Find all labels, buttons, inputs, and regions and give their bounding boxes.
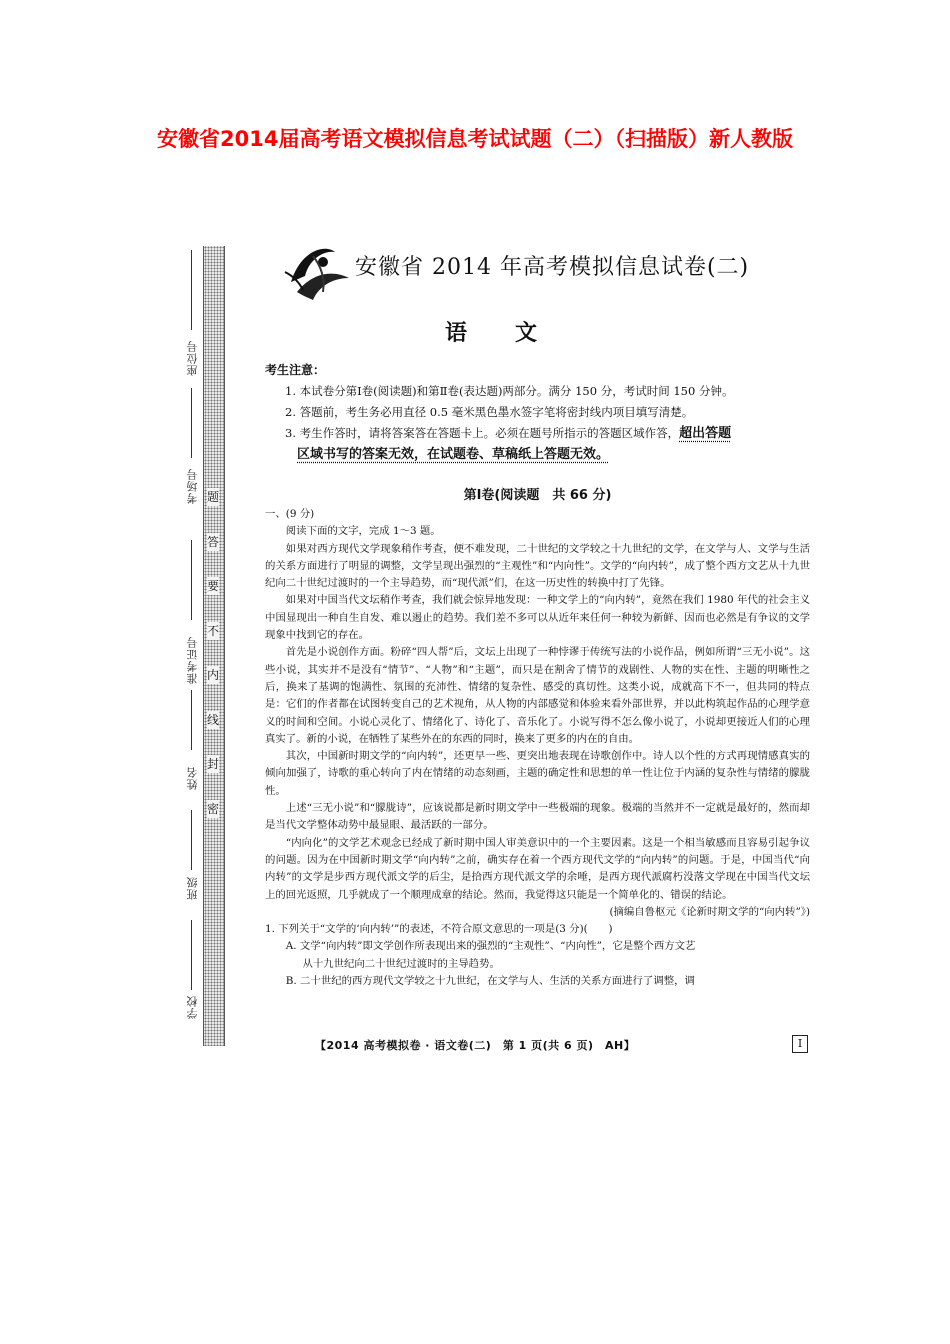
seal-char: 线 [206, 712, 219, 727]
passage-paragraph: 如果对西方现代文学现象稍作考查，便不难发现，二十世纪的文学较之十九世纪的文学，在文学与人、文学与生活的关系方面进行了明显的调整，文学呈现出强烈的“主观性”和“内向性”。文学的“向内转”，成了整个西方文艺从十九世纪向二十世纪过渡时的一个主导趋势，而“现代派”们，在这一历史性的转换中打了先锋。 [265, 542, 810, 590]
question-stem: 1. 下列关于“文学的‘向内转’”的表述，不符合原文意思的一项是(3 分)( ) [265, 923, 613, 936]
note-item [265, 423, 810, 444]
passage-paragraph: 首先是小说创作方面。粉碎“四人帮”后，文坛上出现了一种悖谬于传统写法的小说作品，例如所谓“三无小说”。这些小说，其实并不是没有“情节”、“人物”和“主题”，而只是在割舍了情节的戏剧性、人物的实在性、主题的明晰性之后，换来了基调的饱满性、氛围的充沛性、情绪的复杂性、感受的真切性。这类小说，成就高下不一，但共同的特点是：它们的作者都在试图转变自己的艺术视角，从人物的内部感觉和体验来看外部世界，并以此构筑起作品的心理学意义的时间和空间。小说心灵化了、情绪化了、诗化了、音乐化了。小说写得不怎么像小说了，小说却更接近人们的心理真实了。新的小说，在牺牲了某些外在的东西的同时，换来了更多的内在的自由。 [265, 646, 810, 745]
answer-option: B. 二十世纪的西方现代文学较之十九世纪，在文学与人、生活的关系方面进行了调整，调 [285, 975, 695, 988]
ticket-label: 准考证号 [186, 636, 199, 684]
note-item-emphasis: 区域书写的答案无效，在试题卷、草稿纸上答题无效。 [297, 447, 610, 462]
passage-paragraph: 其次，中国新时期文学的“向内转”，还更早一些、更突出地表现在诗歌创作中。诗人以个性的方式再现情感真实的倾向加强了，诗歌的重心转向了内在情绪的动态刻画，主题的确定性和思想的单一性让位于内涵的复杂性与情绪的朦胧性。 [265, 750, 810, 797]
class-label: 班级 [186, 876, 199, 900]
school-underline [191, 920, 192, 990]
exam-title: 安徽省 2014 年高考模拟信息试卷(二) [355, 255, 750, 280]
instruction: 阅读下面的文字，完成 1～3 题。 [285, 525, 441, 538]
name-underline [191, 690, 192, 750]
seal-char: 题 [206, 490, 219, 504]
seal-char: 要 [206, 579, 219, 594]
publisher-logo-icon [283, 242, 353, 304]
seat-label: 座位号 [186, 340, 199, 376]
subject-title: 语文 [445, 320, 586, 346]
seat-underline [191, 250, 192, 330]
answer-option: A. 文学“向内转”即文学创作所表现出来的强烈的“主观性”、“内向性”，它是整个西方文艺 [285, 940, 696, 953]
note-item-text: 3. 考生作答时，请将答案答在答题卡上。必须在题号所指示的答题区域作答， [285, 426, 680, 440]
ticket-underline [191, 540, 192, 620]
note-item: 1. 本试卷分第Ⅰ卷(阅读题)和第Ⅱ卷(表达题)两部分。满分 150 分，考试时间 150 分钟。 [285, 384, 734, 398]
scanned-exam-page [165, 240, 820, 1050]
notes-heading: 考生注意： [265, 363, 326, 377]
seal-char: 密 [206, 801, 219, 816]
passage-paragraph: “内向化”的文学艺术观念已经成了新时期中国人审美意识中的一个主要因素。这是一个相当敏感而且容易引起争议的问题。因为在中国新时期文学“向内转”之前，确实存在着一个西方现代文学的“向内转”的问题。于是，中国当代“向内转”的文学是步西方现代派文学的后尘，是拾西方现代派文学的余唾，是西方现代派腐朽没落文学现在中国当代文坛上的回光返照，几乎就成了一个顺理成章的结论。然而，我觉得这只能是一个简单化的、错误的结论。 [265, 836, 810, 901]
passage-paragraph: 上述“三无小说”和“朦胧诗”，应该说都是新时期文学中一些极端的现象。极端的当然并不一定就是最好的，然而却是当代文学整体动势中最显眼、最活跃的一部分。 [265, 802, 810, 832]
section-heading: 一、(9 分) [265, 508, 315, 520]
binding-margin [165, 240, 225, 1050]
page-mark: Ⅰ [792, 1035, 808, 1053]
seal-char: 封 [206, 757, 219, 772]
school-label: 学校 [186, 995, 199, 1019]
source-citation: (摘编自鲁枢元《论新时期文学的“向内转”》) [609, 905, 810, 918]
page-footer: 【2014 高考模拟卷 · 语文卷(二) 第 1 页(共 6 页) AH】 [315, 1039, 636, 1052]
room-label: 考场号 [186, 468, 199, 504]
reading-passage [265, 506, 810, 990]
seal-char: 答 [206, 534, 219, 549]
note-item: 2. 答题前，考生务必用直径 0.5 毫米黑色墨水签字笔将密封线内项目填写清楚。 [285, 405, 694, 419]
answer-option-continued: 从十九世纪向二十世纪过渡时的主导趋势。 [302, 957, 500, 970]
room-underline [191, 388, 192, 458]
document-title: 安徽省2014届高考语文模拟信息考试试题（二）（扫描版）新人教版 [157, 127, 793, 151]
class-underline [191, 810, 192, 870]
name-label: 姓名 [186, 766, 199, 790]
seal-char: 内 [206, 668, 219, 683]
part-one-heading: 第Ⅰ卷(阅读题 共 66 分) [463, 488, 612, 503]
candidate-notes [265, 360, 810, 465]
seal-char: 不 [206, 623, 219, 638]
note-item-emphasis: 超出答题 [679, 426, 732, 441]
passage-paragraph: 如果对中国当代文坛稍作考查，我们就会惊异地发现：一种文学上的“向内转”，竟然在我们 1980 年代的社会主义中国显现出一种自生自发、难以遏止的趋势。我们差不多可以从近年来任何一种较为新鲜、因而也必然是有争议的文学现象中找到它的存在。 [265, 594, 810, 642]
seal-notice [203, 488, 223, 818]
